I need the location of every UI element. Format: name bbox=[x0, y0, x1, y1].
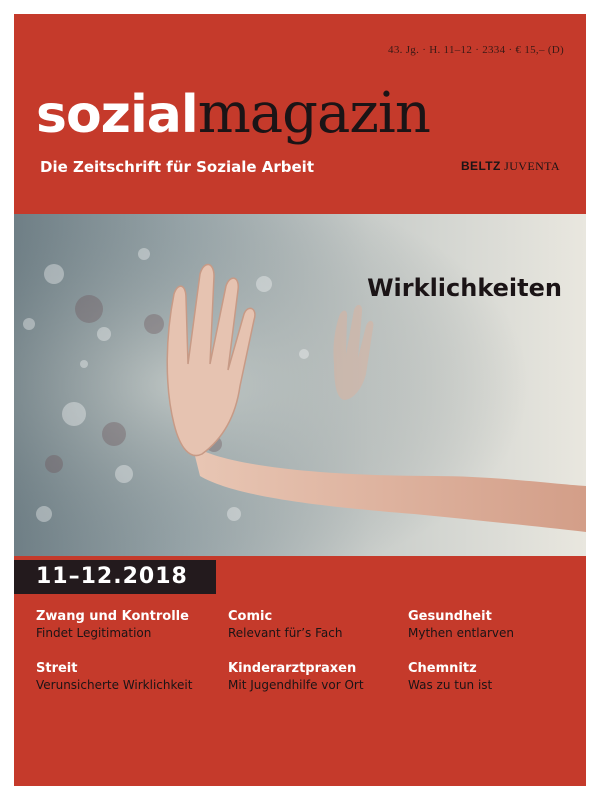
topic-sub: Was zu tun ist bbox=[408, 678, 493, 692]
topic-item bbox=[36, 660, 216, 694]
cover-photo bbox=[14, 214, 586, 556]
masthead-title-magazin: magazin bbox=[197, 81, 430, 146]
magazine-cover bbox=[14, 14, 586, 786]
topic-head: Streit bbox=[36, 661, 78, 676]
issue-theme: Wirklichkeiten bbox=[367, 274, 562, 302]
topic-sub: Findet Legitimation bbox=[36, 626, 152, 640]
topic-head: Kinderarztpraxen bbox=[228, 661, 357, 676]
topic-item bbox=[408, 660, 586, 694]
issue-meta: 43. Jg. · H. 11–12 · 2334 · € 15,– (D) bbox=[388, 44, 564, 56]
masthead-subtitle: Die Zeitschrift für Soziale Arbeit bbox=[40, 158, 314, 176]
publisher-beltz: BELTZ bbox=[460, 159, 501, 173]
topic-head: Chemnitz bbox=[408, 661, 477, 676]
topic-item bbox=[36, 608, 216, 642]
topic-sub: Mythen entlarven bbox=[408, 626, 514, 640]
topic-head: Zwang und Kontrolle bbox=[36, 609, 189, 624]
masthead-title-sozial: sozial bbox=[36, 85, 198, 145]
topics-grid bbox=[14, 608, 586, 728]
topic-sub: Verunsicherte Wirklichkeit bbox=[36, 678, 193, 692]
topic-sub: Mit Jugendhilfe vor Ort bbox=[228, 678, 364, 692]
publisher-logo bbox=[461, 159, 560, 174]
masthead-title bbox=[36, 81, 430, 146]
topic-head: Gesundheit bbox=[408, 609, 492, 624]
topic-head: Comic bbox=[228, 609, 273, 624]
topic-item bbox=[408, 608, 586, 642]
topic-sub: Relevant für’s Fach bbox=[228, 626, 343, 640]
hand-on-glass-illustration bbox=[14, 214, 586, 556]
topic-item bbox=[228, 660, 408, 694]
topic-item bbox=[228, 608, 408, 642]
publisher-juventa: JUVENTA bbox=[504, 159, 560, 173]
issue-date-bar bbox=[14, 560, 216, 594]
issue-date: 11–12.2018 bbox=[36, 564, 188, 589]
